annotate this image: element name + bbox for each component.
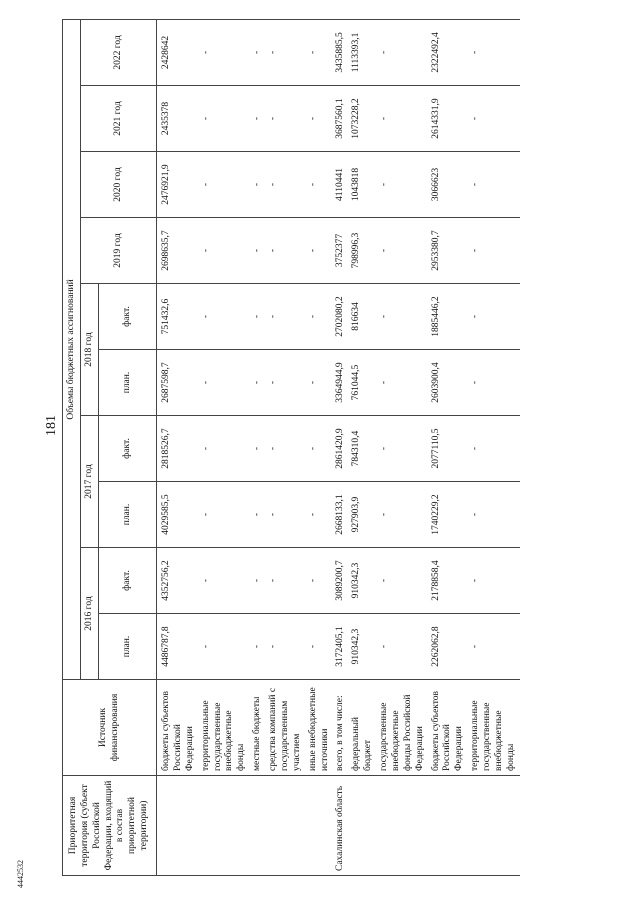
source-cell: средства компаний с государственным участием: [266, 680, 306, 776]
value-cell: -: [377, 416, 429, 482]
header-source: Источник финансирования: [63, 680, 157, 776]
value-cell: 2476921,9: [157, 152, 199, 218]
value-cell: -: [266, 152, 306, 218]
value-cell: -: [377, 152, 429, 218]
source-cell: бюджеты субъектов Российской Федерации: [429, 680, 469, 776]
value-cell: -: [377, 86, 429, 152]
value-cell: -: [468, 548, 520, 614]
table-row: [468, 19, 520, 875]
value-cell: -: [266, 86, 306, 152]
table-row: [250, 19, 266, 875]
value-cell: -: [250, 548, 266, 614]
value-cell: 2262062,8: [429, 614, 469, 680]
value-cell: 4486787,8: [157, 614, 199, 680]
value-cell: -: [468, 416, 520, 482]
source-cell: федеральный бюджет: [349, 680, 377, 776]
table-row: [306, 19, 334, 875]
value-cell: -: [199, 548, 251, 614]
value-cell: 2698635,7: [157, 218, 199, 284]
territory-cell: [349, 776, 377, 876]
value-cell: -: [306, 19, 334, 85]
value-cell: -: [306, 86, 334, 152]
header-2020: 2020 год: [81, 152, 157, 218]
value-cell: -: [377, 614, 429, 680]
header-2018-plan: план.: [99, 350, 157, 416]
value-cell: 2428642: [157, 19, 199, 85]
value-cell: -: [250, 284, 266, 350]
territory-cell: [306, 776, 334, 876]
value-cell: 2818526,7: [157, 416, 199, 482]
table-row: [377, 19, 429, 875]
value-cell: 3364944,9: [333, 350, 349, 416]
territory-cell: Сахалинская область: [333, 776, 349, 876]
source-cell: бюджеты субъектов Российской Федерации: [157, 680, 199, 776]
header-2018-fact: факт.: [99, 284, 157, 350]
value-cell: -: [468, 152, 520, 218]
value-cell: 1113393,1: [349, 19, 377, 85]
value-cell: -: [266, 614, 306, 680]
value-cell: -: [306, 350, 334, 416]
value-cell: 927903,9: [349, 482, 377, 548]
table-row: [349, 19, 377, 875]
value-cell: -: [250, 614, 266, 680]
table-row: [199, 19, 251, 875]
value-cell: 910342,3: [349, 548, 377, 614]
header-2016-fact: факт.: [99, 548, 157, 614]
value-cell: 816634: [349, 284, 377, 350]
value-cell: 3752377: [333, 218, 349, 284]
header-2021: 2021 год: [81, 86, 157, 152]
value-cell: 4352756,2: [157, 548, 199, 614]
territory-cell: [250, 776, 266, 876]
source-cell: всего, в том числе:: [333, 680, 349, 776]
value-cell: 2322492,4: [429, 19, 469, 85]
value-cell: -: [468, 218, 520, 284]
value-cell: -: [266, 19, 306, 85]
table-row: [429, 19, 469, 875]
table-row: [333, 19, 349, 875]
value-cell: 2687598,7: [157, 350, 199, 416]
value-cell: 751432,6: [157, 284, 199, 350]
value-cell: -: [468, 19, 520, 85]
table-header: [63, 19, 157, 875]
source-cell: территориальные государственные внебюджетные фонды: [199, 680, 251, 776]
value-cell: 784310,4: [349, 416, 377, 482]
value-cell: 2077110,5: [429, 416, 469, 482]
value-cell: -: [306, 548, 334, 614]
value-cell: -: [306, 284, 334, 350]
value-cell: -: [468, 614, 520, 680]
value-cell: -: [266, 284, 306, 350]
value-cell: -: [250, 152, 266, 218]
value-cell: -: [306, 614, 334, 680]
value-cell: -: [266, 482, 306, 548]
value-cell: 2603900,4: [429, 350, 469, 416]
value-cell: 2668133,1: [333, 482, 349, 548]
value-cell: 761044,5: [349, 350, 377, 416]
value-cell: -: [377, 19, 429, 85]
value-cell: 2614331,9: [429, 86, 469, 152]
value-cell: -: [250, 218, 266, 284]
value-cell: 2702080,2: [333, 284, 349, 350]
value-cell: 3687560,1: [333, 86, 349, 152]
territory-cell: [199, 776, 251, 876]
value-cell: -: [266, 416, 306, 482]
value-cell: 3066623: [429, 152, 469, 218]
value-cell: 798996,3: [349, 218, 377, 284]
source-cell: территориальные государственные внебюджетные фонды: [468, 680, 520, 776]
territory-cell: [468, 776, 520, 876]
document-code: 4442532: [16, 860, 25, 888]
value-cell: -: [306, 482, 334, 548]
value-cell: -: [250, 86, 266, 152]
value-cell: 1073228,2: [349, 86, 377, 152]
value-cell: -: [250, 416, 266, 482]
header-2018: 2018 год: [81, 284, 99, 416]
value-cell: -: [306, 218, 334, 284]
value-cell: 2435378: [157, 86, 199, 152]
value-cell: 1885446,2: [429, 284, 469, 350]
value-cell: -: [266, 218, 306, 284]
value-cell: -: [199, 218, 251, 284]
value-cell: -: [199, 86, 251, 152]
table-body: [157, 19, 520, 875]
value-cell: -: [468, 86, 520, 152]
value-cell: -: [377, 218, 429, 284]
value-cell: -: [306, 152, 334, 218]
value-cell: -: [266, 548, 306, 614]
value-cell: -: [199, 19, 251, 85]
value-cell: -: [377, 350, 429, 416]
header-volumes: Объемы бюджетных ассигнований: [63, 19, 81, 679]
header-2017-fact: факт.: [99, 416, 157, 482]
value-cell: 3172405,1: [333, 614, 349, 680]
value-cell: -: [199, 482, 251, 548]
value-cell: -: [377, 548, 429, 614]
value-cell: -: [468, 284, 520, 350]
value-cell: -: [377, 284, 429, 350]
value-cell: -: [306, 416, 334, 482]
value-cell: 3435885,5: [333, 19, 349, 85]
header-2017-plan: план.: [99, 482, 157, 548]
value-cell: 2953380,7: [429, 218, 469, 284]
value-cell: -: [250, 19, 266, 85]
table-row: [157, 19, 199, 875]
value-cell: -: [250, 482, 266, 548]
value-cell: -: [468, 350, 520, 416]
value-cell: -: [199, 416, 251, 482]
value-cell: -: [266, 350, 306, 416]
rotated-table-page: [62, 20, 622, 876]
value-cell: 1740229,2: [429, 482, 469, 548]
territory-cell: [266, 776, 306, 876]
value-cell: 4110441: [333, 152, 349, 218]
header-2016-plan: план.: [99, 614, 157, 680]
value-cell: 4029585,5: [157, 482, 199, 548]
table-row: [266, 19, 306, 875]
value-cell: -: [468, 482, 520, 548]
value-cell: -: [377, 482, 429, 548]
header-territory: Приоритетная территория (субъект Российской Федерации, входящий в состав приоритетной территории): [63, 776, 157, 876]
source-cell: иные внебюджетные источники: [306, 680, 334, 776]
value-cell: 3089200,7: [333, 548, 349, 614]
budget-table: [62, 19, 520, 876]
value-cell: -: [199, 284, 251, 350]
source-cell: государственные внебюджетные фонды Российской Федерации: [377, 680, 429, 776]
value-cell: -: [199, 614, 251, 680]
territory-cell: [429, 776, 469, 876]
page-number: 181: [44, 415, 59, 436]
value-cell: -: [250, 350, 266, 416]
header-2019: 2019 год: [81, 218, 157, 284]
header-2022: 2022 год: [81, 19, 157, 85]
value-cell: -: [199, 350, 251, 416]
value-cell: 2178858,4: [429, 548, 469, 614]
territory-cell: [157, 776, 199, 876]
value-cell: -: [199, 152, 251, 218]
value-cell: 910342,3: [349, 614, 377, 680]
value-cell: 2861420,9: [333, 416, 349, 482]
value-cell: 1043818: [349, 152, 377, 218]
territory-cell: [377, 776, 429, 876]
header-2016: 2016 год: [81, 548, 99, 680]
header-2017: 2017 год: [81, 416, 99, 548]
source-cell: местные бюджеты: [250, 680, 266, 776]
